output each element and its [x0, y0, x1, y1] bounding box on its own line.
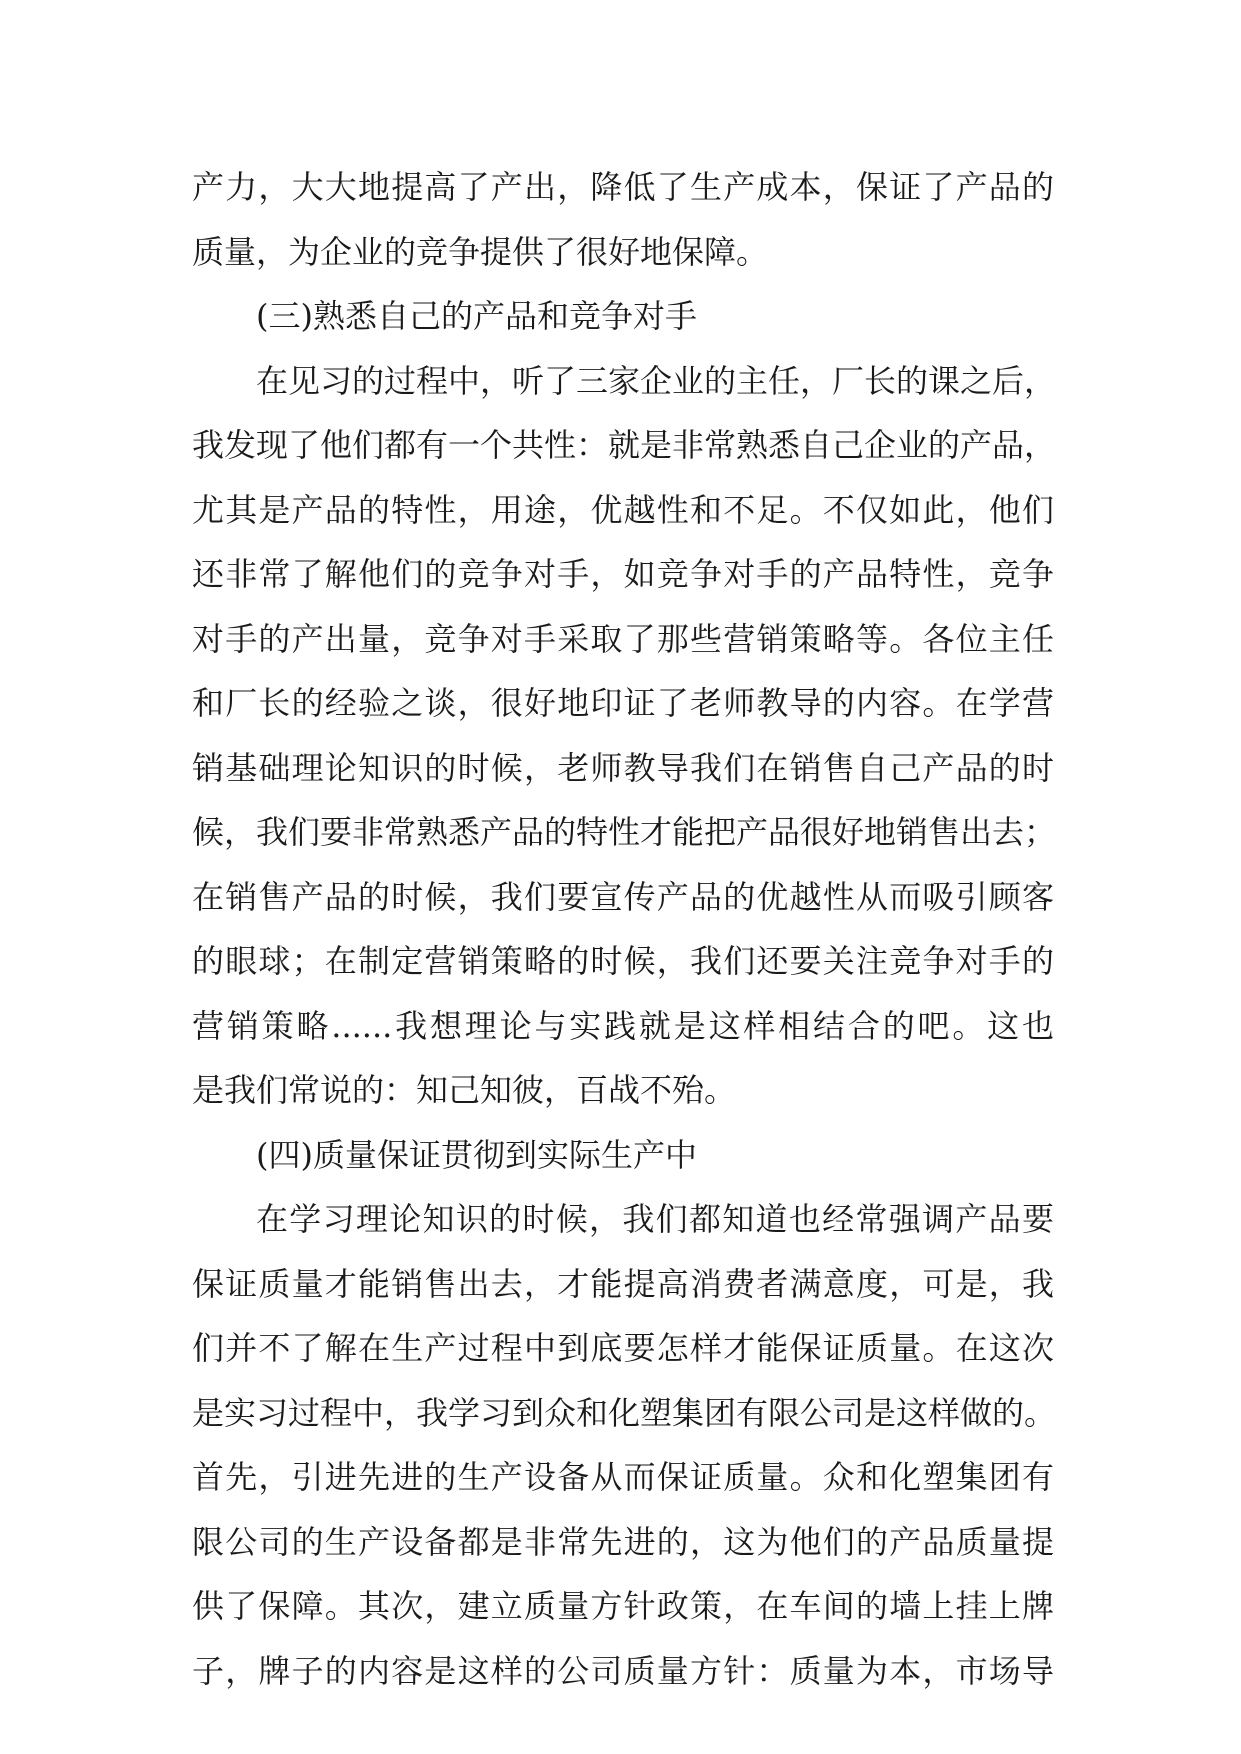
- body-line: 候，我们要非常熟悉产品的特性才能把产品很好地销售出去；: [192, 813, 1057, 851]
- body-line: 首先，引进先进的生产设备从而保证质量。众和化塑集团有: [192, 1458, 1054, 1496]
- body-line: 销基础理论知识的时候，老师教导我们在销售自己产品的时: [192, 748, 1054, 787]
- body-line: 供了保障。其次，建立质量方针政策，在车间的墙上挂上牌: [192, 1587, 1054, 1625]
- body-line: 们并不了解在生产过程中到底要怎样才能保证质量。在这次: [192, 1329, 1054, 1367]
- section-heading: (三)熟悉自己的产品和竞争对手: [256, 297, 697, 335]
- body-line: 在学习理论知识的时候，我们都知道也经常强调产品要: [256, 1200, 1054, 1238]
- body-line: 是我们常说的：知己知彼，百战不殆。: [192, 1071, 737, 1109]
- body-line: 和厂长的经验之谈，很好地印证了老师教导的内容。在学营: [192, 684, 1054, 722]
- body-line: 是实习过程中，我学习到众和化塑集团有限公司是这样做的。: [192, 1393, 1057, 1432]
- body-line: 在见习的过程中，听了三家企业的主任，厂长的课之后，: [256, 361, 1057, 400]
- body-line: 还非常了解他们的竞争对手，如竞争对手的产品特性，竞争: [192, 555, 1054, 593]
- body-line: 在销售产品的时候，我们要宣传产品的优越性从而吸引顾客: [192, 877, 1054, 916]
- body-line: 营销策略......我想理论与实践就是这样相结合的吧。这也: [192, 1006, 1054, 1045]
- body-line: 我发现了他们都有一个共性：就是非常熟悉自己企业的产品，: [192, 426, 1057, 464]
- body-line: 的眼球；在制定营销策略的时候，我们还要关注竞争对手的: [192, 942, 1054, 980]
- document-body: [192, 155, 1057, 1703]
- body-line: 对手的产出量，竞争对手采取了那些营销策略等。各位主任: [192, 619, 1054, 658]
- body-line: 产力，大大地提高了产出，降低了生产成本，保证了产品的: [192, 168, 1054, 206]
- body-line: 限公司的生产设备都是非常先进的，这为他们的产品质量提: [192, 1522, 1054, 1561]
- section-heading: (四)质量保证贯彻到实际生产中: [256, 1135, 697, 1174]
- body-line: 保证质量才能销售出去，才能提高消费者满意度，可是，我: [192, 1264, 1054, 1303]
- body-line: 尤其是产品的特性，用途，优越性和不足。不仅如此，他们: [192, 490, 1054, 529]
- body-line: 质量，为企业的竞争提供了很好地保障。: [192, 232, 769, 271]
- body-line: 子，牌子的内容是这样的公司质量方针：质量为本，市场导: [192, 1651, 1054, 1690]
